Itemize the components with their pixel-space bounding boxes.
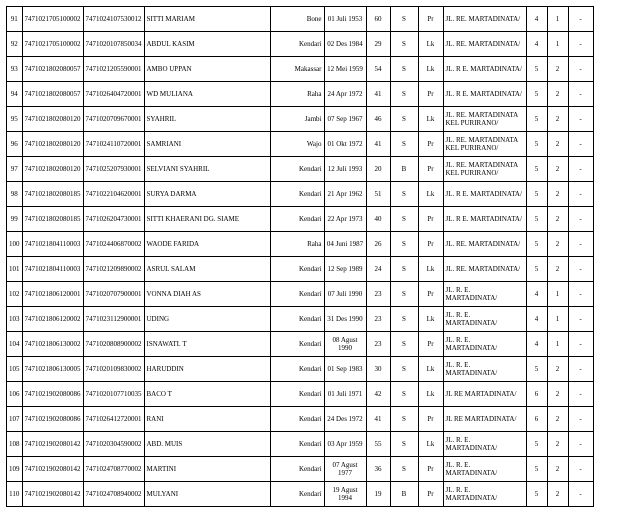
name-cell: BACO T	[144, 382, 270, 407]
gender-cell: Pr	[418, 157, 443, 182]
kk-cell: 7471024406870002	[83, 232, 144, 257]
note-cell: -	[568, 257, 593, 282]
birthdate-cell: 01 Sep 1983	[324, 357, 366, 382]
row-number: 101	[7, 257, 23, 282]
name-cell: WD MULIANA	[144, 82, 270, 107]
birthdate-cell: 19 Agust 1994	[324, 482, 366, 507]
marital-status-cell: S	[390, 107, 418, 132]
rw-cell: 2	[547, 357, 568, 382]
marital-status-cell: S	[390, 282, 418, 307]
kk-cell: 7471024708940002	[83, 482, 144, 507]
birthplace-cell: Kendari	[270, 207, 324, 232]
name-cell: ISNAWATI. T	[144, 332, 270, 357]
birthplace-cell: Kendari	[270, 357, 324, 382]
rt-cell: 4	[526, 32, 547, 57]
name-cell: ABDUL KASIM	[144, 32, 270, 57]
birthdate-cell: 07 Juli 1990	[324, 282, 366, 307]
rw-cell: 2	[547, 157, 568, 182]
rw-cell: 1	[547, 282, 568, 307]
kk-cell: 7471024708770002	[83, 457, 144, 482]
address-cell: JL. R. E. MARTADINATA/	[443, 357, 526, 382]
marital-status-cell: S	[390, 57, 418, 82]
gender-cell: Lk	[418, 382, 443, 407]
row-number: 99	[7, 207, 23, 232]
rw-cell: 2	[547, 257, 568, 282]
gender-cell: Pr	[418, 457, 443, 482]
row-number: 107	[7, 407, 23, 432]
age-cell: 23	[366, 282, 390, 307]
marital-status-cell: S	[390, 182, 418, 207]
age-cell: 20	[366, 157, 390, 182]
birthplace-cell: Kendari	[270, 482, 324, 507]
table-row	[7, 7, 594, 32]
nik-cell: 7471021802080120	[22, 107, 83, 132]
table-row	[7, 332, 594, 357]
table-row	[7, 157, 594, 182]
address-cell: JL. RE. MARTADINATA KEL PURIRANO/	[443, 132, 526, 157]
note-cell: -	[568, 207, 593, 232]
nik-cell: 7471021804110003	[22, 257, 83, 282]
kk-cell: 7471024110720001	[83, 132, 144, 157]
table-row	[7, 232, 594, 257]
nik-cell: 7471021802080185	[22, 207, 83, 232]
table-row	[7, 182, 594, 207]
table-row	[7, 207, 594, 232]
row-number: 106	[7, 382, 23, 407]
birthplace-cell: Kendari	[270, 432, 324, 457]
birthdate-cell: 31 Des 1990	[324, 307, 366, 332]
name-cell: VONNA DIAH AS	[144, 282, 270, 307]
name-cell: SITTI MARIAM	[144, 7, 270, 32]
nik-cell: 7471021705100002	[22, 32, 83, 57]
address-cell: JL. R. E. MARTADINATA/	[443, 457, 526, 482]
age-cell: 54	[366, 57, 390, 82]
nik-cell: 7471021802080057	[22, 82, 83, 107]
address-cell: JL. R. E. MARTADINATA/	[443, 307, 526, 332]
kk-cell: 7471020109830002	[83, 357, 144, 382]
rt-cell: 5	[526, 132, 547, 157]
gender-cell: Lk	[418, 357, 443, 382]
birthplace-cell: Kendari	[270, 282, 324, 307]
nik-cell: 7471021902080086	[22, 382, 83, 407]
note-cell: -	[568, 407, 593, 432]
rt-cell: 5	[526, 457, 547, 482]
age-cell: 55	[366, 432, 390, 457]
address-cell: JL. R E. MARTADINATA/	[443, 207, 526, 232]
rt-cell: 4	[526, 332, 547, 357]
birthplace-cell: Jambi	[270, 107, 324, 132]
gender-cell: Pr	[418, 82, 443, 107]
birthplace-cell: Kendari	[270, 32, 324, 57]
kk-cell: 7471021205590001	[83, 57, 144, 82]
nik-cell: 7471021902080142	[22, 457, 83, 482]
note-cell: -	[568, 232, 593, 257]
table-row	[7, 407, 594, 432]
table-row	[7, 482, 594, 507]
rw-cell: 2	[547, 207, 568, 232]
nik-cell: 7471021902080086	[22, 407, 83, 432]
row-number: 91	[7, 7, 23, 32]
address-cell: JL. RE. MARTADINATA KEL PURIRANO/	[443, 107, 526, 132]
gender-cell: Lk	[418, 182, 443, 207]
marital-status-cell: B	[390, 482, 418, 507]
age-cell: 30	[366, 357, 390, 382]
birthdate-cell: 12 Juli 1993	[324, 157, 366, 182]
row-number: 105	[7, 357, 23, 382]
address-cell: JL. RE. MARTADINATA KEL PURIRANO/	[443, 157, 526, 182]
kk-cell: 7471021209890002	[83, 257, 144, 282]
marital-status-cell: S	[390, 357, 418, 382]
kk-cell: 7471024107530012	[83, 7, 144, 32]
birthplace-cell: Kendari	[270, 157, 324, 182]
marital-status-cell: S	[390, 7, 418, 32]
kk-cell: 7471020107710035	[83, 382, 144, 407]
birthplace-cell: Kendari	[270, 457, 324, 482]
name-cell: ASRUL SALAM	[144, 257, 270, 282]
rw-cell: 2	[547, 232, 568, 257]
birthplace-cell: Bone	[270, 7, 324, 32]
name-cell: UDING	[144, 307, 270, 332]
address-cell: JL. R. E. MARTADINATA/	[443, 282, 526, 307]
kk-cell: 7471026412720001	[83, 407, 144, 432]
gender-cell: Lk	[418, 307, 443, 332]
note-cell: -	[568, 7, 593, 32]
note-cell: -	[568, 182, 593, 207]
birthdate-cell: 12 Mei 1959	[324, 57, 366, 82]
gender-cell: Lk	[418, 107, 443, 132]
table-row	[7, 457, 594, 482]
address-cell: JL. RE. MARTADINATA/	[443, 232, 526, 257]
table-row	[7, 382, 594, 407]
note-cell: -	[568, 482, 593, 507]
nik-cell: 7471021804110003	[22, 232, 83, 257]
gender-cell: Pr	[418, 482, 443, 507]
address-cell: JL. RE. MARTADINATA/	[443, 32, 526, 57]
table-row	[7, 57, 594, 82]
nik-cell: 7471021806120001	[22, 282, 83, 307]
note-cell: -	[568, 457, 593, 482]
note-cell: -	[568, 432, 593, 457]
row-number: 93	[7, 57, 23, 82]
gender-cell: Pr	[418, 207, 443, 232]
name-cell: SYAHRIL	[144, 107, 270, 132]
kk-cell: 7471020808900002	[83, 332, 144, 357]
gender-cell: Lk	[418, 432, 443, 457]
row-number: 102	[7, 282, 23, 307]
address-cell: JL. RE. MARTADINATA/	[443, 7, 526, 32]
birthdate-cell: 12 Sep 1989	[324, 257, 366, 282]
row-number: 94	[7, 82, 23, 107]
gender-cell: Pr	[418, 282, 443, 307]
birthdate-cell: 01 Juli 1971	[324, 382, 366, 407]
birthdate-cell: 02 Des 1984	[324, 32, 366, 57]
birthdate-cell: 22 Apr 1973	[324, 207, 366, 232]
rt-cell: 5	[526, 207, 547, 232]
birthplace-cell: Kendari	[270, 182, 324, 207]
birthdate-cell: 01 Okt 1972	[324, 132, 366, 157]
rt-cell: 5	[526, 157, 547, 182]
row-number: 92	[7, 32, 23, 57]
table-row	[7, 107, 594, 132]
age-cell: 60	[366, 7, 390, 32]
row-number: 109	[7, 457, 23, 482]
age-cell: 41	[366, 407, 390, 432]
nik-cell: 7471021802080120	[22, 157, 83, 182]
name-cell: SELVIANI SYAHRIL	[144, 157, 270, 182]
rw-cell: 2	[547, 107, 568, 132]
gender-cell: Lk	[418, 57, 443, 82]
row-number: 110	[7, 482, 23, 507]
age-cell: 40	[366, 207, 390, 232]
row-number: 97	[7, 157, 23, 182]
kk-cell: 7471026204730001	[83, 207, 144, 232]
name-cell: SAMRIANI	[144, 132, 270, 157]
kk-cell: 7471026404720001	[83, 82, 144, 107]
age-cell: 46	[366, 107, 390, 132]
gender-cell: Lk	[418, 257, 443, 282]
note-cell: -	[568, 82, 593, 107]
rw-cell: 1	[547, 307, 568, 332]
birthdate-cell: 24 Apr 1972	[324, 82, 366, 107]
name-cell: SURYA DARMA	[144, 182, 270, 207]
rt-cell: 4	[526, 7, 547, 32]
nik-cell: 7471021802080120	[22, 132, 83, 157]
birthdate-cell: 07 Sep 1967	[324, 107, 366, 132]
nik-cell: 7471021902080142	[22, 482, 83, 507]
birthdate-cell: 21 Apr 1962	[324, 182, 366, 207]
address-cell: JL. R E. MARTADINATA/	[443, 57, 526, 82]
voter-table	[6, 6, 594, 507]
table-row	[7, 82, 594, 107]
rt-cell: 5	[526, 182, 547, 207]
row-number: 103	[7, 307, 23, 332]
birthdate-cell: 01 Juli 1953	[324, 7, 366, 32]
table-row	[7, 307, 594, 332]
row-number: 98	[7, 182, 23, 207]
rw-cell: 2	[547, 182, 568, 207]
kk-cell: 7471020707900001	[83, 282, 144, 307]
rw-cell: 2	[547, 407, 568, 432]
marital-status-cell: S	[390, 207, 418, 232]
rw-cell: 1	[547, 332, 568, 357]
birthplace-cell: Makassar	[270, 57, 324, 82]
age-cell: 41	[366, 132, 390, 157]
name-cell: SITTI KHAERANI DG. SIAME	[144, 207, 270, 232]
marital-status-cell: S	[390, 382, 418, 407]
note-cell: -	[568, 332, 593, 357]
name-cell: RANI	[144, 407, 270, 432]
birthplace-cell: Kendari	[270, 307, 324, 332]
rt-cell: 5	[526, 357, 547, 382]
name-cell: AMBO UPPAN	[144, 57, 270, 82]
marital-status-cell: S	[390, 407, 418, 432]
age-cell: 24	[366, 257, 390, 282]
birthplace-cell: Kendari	[270, 332, 324, 357]
note-cell: -	[568, 57, 593, 82]
nik-cell: 7471021705100002	[22, 7, 83, 32]
row-number: 100	[7, 232, 23, 257]
age-cell: 23	[366, 307, 390, 332]
table-row	[7, 282, 594, 307]
note-cell: -	[568, 282, 593, 307]
age-cell: 36	[366, 457, 390, 482]
birthdate-cell: 04 Juni 1987	[324, 232, 366, 257]
name-cell: MULYANI	[144, 482, 270, 507]
rw-cell: 2	[547, 57, 568, 82]
age-cell: 26	[366, 232, 390, 257]
rt-cell: 5	[526, 432, 547, 457]
birthplace-cell: Raha	[270, 82, 324, 107]
address-cell: JL. R. E. MARTADINATA/	[443, 432, 526, 457]
kk-cell: 7471020304590002	[83, 432, 144, 457]
gender-cell: Pr	[418, 132, 443, 157]
table-row	[7, 132, 594, 157]
row-number: 104	[7, 332, 23, 357]
marital-status-cell: S	[390, 332, 418, 357]
note-cell: -	[568, 107, 593, 132]
rw-cell: 2	[547, 82, 568, 107]
nik-cell: 7471021802080185	[22, 182, 83, 207]
birthdate-cell: 07 Agust 1977	[324, 457, 366, 482]
kk-cell: 7471025207930001	[83, 157, 144, 182]
note-cell: -	[568, 132, 593, 157]
address-cell: JL. RE. MARTADINATA/	[443, 257, 526, 282]
table-row	[7, 432, 594, 457]
gender-cell: Pr	[418, 332, 443, 357]
table-row	[7, 257, 594, 282]
note-cell: -	[568, 32, 593, 57]
gender-cell: Pr	[418, 232, 443, 257]
table-row	[7, 357, 594, 382]
rw-cell: 2	[547, 382, 568, 407]
nik-cell: 7471021802080057	[22, 57, 83, 82]
gender-cell: Lk	[418, 32, 443, 57]
marital-status-cell: S	[390, 32, 418, 57]
address-cell: JL. R. E. MARTADINATA/	[443, 482, 526, 507]
table-row	[7, 32, 594, 57]
address-cell: JL. R. E. MARTADINATA/	[443, 332, 526, 357]
rt-cell: 6	[526, 407, 547, 432]
age-cell: 51	[366, 182, 390, 207]
row-number: 108	[7, 432, 23, 457]
rt-cell: 5	[526, 482, 547, 507]
age-cell: 23	[366, 332, 390, 357]
rt-cell: 5	[526, 107, 547, 132]
birthdate-cell: 24 Des 1972	[324, 407, 366, 432]
nik-cell: 7471021806130005	[22, 357, 83, 382]
rt-cell: 6	[526, 382, 547, 407]
birthplace-cell: Kendari	[270, 257, 324, 282]
age-cell: 19	[366, 482, 390, 507]
rt-cell: 5	[526, 257, 547, 282]
nik-cell: 7471021806130002	[22, 332, 83, 357]
note-cell: -	[568, 382, 593, 407]
rw-cell: 2	[547, 432, 568, 457]
birthdate-cell: 03 Apr 1959	[324, 432, 366, 457]
rw-cell: 2	[547, 132, 568, 157]
address-cell: JL RE MARTADINATA/	[443, 407, 526, 432]
note-cell: -	[568, 157, 593, 182]
marital-status-cell: S	[390, 232, 418, 257]
birthplace-cell: Kendari	[270, 407, 324, 432]
rt-cell: 4	[526, 307, 547, 332]
name-cell: MARTINI	[144, 457, 270, 482]
birthdate-cell: 08 Agust 1990	[324, 332, 366, 357]
name-cell: ABD. MUIS	[144, 432, 270, 457]
marital-status-cell: S	[390, 257, 418, 282]
birthplace-cell: Kendari	[270, 382, 324, 407]
kk-cell: 7471022104620001	[83, 182, 144, 207]
note-cell: -	[568, 357, 593, 382]
address-cell: JL RE MARTADINATA/	[443, 382, 526, 407]
name-cell: WAODE FARIDA	[144, 232, 270, 257]
rw-cell: 2	[547, 457, 568, 482]
rt-cell: 5	[526, 82, 547, 107]
name-cell: HARUDDIN	[144, 357, 270, 382]
row-number: 96	[7, 132, 23, 157]
rw-cell: 2	[547, 482, 568, 507]
birthplace-cell: Raha	[270, 232, 324, 257]
rt-cell: 5	[526, 232, 547, 257]
age-cell: 41	[366, 82, 390, 107]
nik-cell: 7471021806120002	[22, 307, 83, 332]
age-cell: 29	[366, 32, 390, 57]
kk-cell: 7471020107850034	[83, 32, 144, 57]
marital-status-cell: S	[390, 432, 418, 457]
marital-status-cell: S	[390, 132, 418, 157]
age-cell: 42	[366, 382, 390, 407]
rw-cell: 1	[547, 7, 568, 32]
address-cell: JL. R E. MARTADINATA/	[443, 82, 526, 107]
nik-cell: 7471021902080142	[22, 432, 83, 457]
rw-cell: 1	[547, 32, 568, 57]
birthplace-cell: Wajo	[270, 132, 324, 157]
marital-status-cell: B	[390, 157, 418, 182]
rt-cell: 5	[526, 57, 547, 82]
kk-cell: 7471020709670001	[83, 107, 144, 132]
marital-status-cell: S	[390, 307, 418, 332]
marital-status-cell: S	[390, 457, 418, 482]
rt-cell: 4	[526, 282, 547, 307]
kk-cell: 7471023112900001	[83, 307, 144, 332]
address-cell: JL. R E. MARTADINATA/	[443, 182, 526, 207]
row-number: 95	[7, 107, 23, 132]
gender-cell: Pr	[418, 7, 443, 32]
marital-status-cell: S	[390, 82, 418, 107]
note-cell: -	[568, 307, 593, 332]
gender-cell: Pr	[418, 407, 443, 432]
